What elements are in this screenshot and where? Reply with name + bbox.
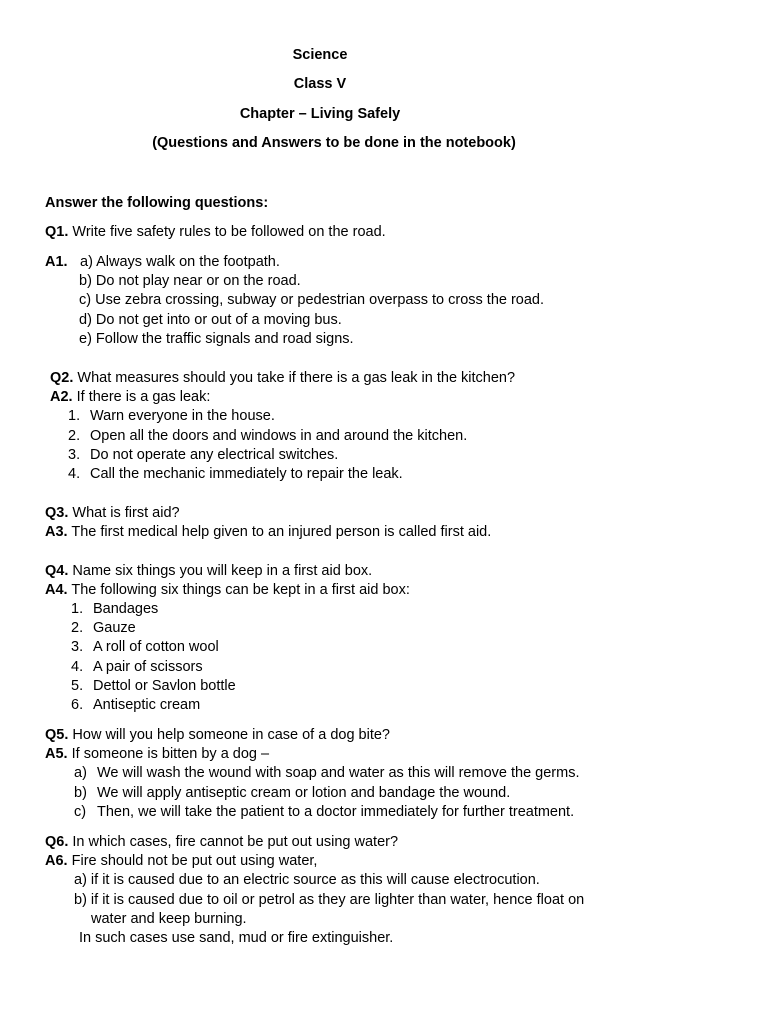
- question-text: What measures should you take if there is a gas leak in the kitchen?: [77, 370, 516, 386]
- answer-1-item: a) Always walk on the footpath.: [80, 254, 280, 270]
- list-item: Do not operate any electrical switches.: [90, 447, 339, 463]
- answer-label: A3.: [45, 524, 68, 540]
- class-heading: Class V: [293, 76, 347, 92]
- answer-label: A5.: [45, 746, 68, 762]
- question-2: [50, 369, 515, 388]
- list-item: Open all the doors and windows in and around the kitchen.: [90, 428, 468, 444]
- question-label: Q3.: [45, 505, 69, 521]
- list-item: Warn everyone in the house.: [90, 408, 275, 424]
- list-marker: 5.: [71, 678, 84, 694]
- list-item: Bandages: [93, 601, 159, 617]
- list-item: A pair of scissors: [93, 659, 203, 675]
- list-marker: b): [74, 785, 87, 801]
- list-item: Antiseptic cream: [93, 697, 201, 713]
- notebook-note: (Questions and Answers to be done in the notebook): [152, 135, 516, 151]
- answer-6: [45, 852, 317, 871]
- question-6: [45, 833, 398, 852]
- answer-1-item: c) Use zebra crossing, subway or pedestrian overpass to cross the road.: [79, 292, 545, 308]
- answer-text: The following six things can be kept in a first aid box:: [71, 582, 410, 598]
- list-marker: 2.: [68, 428, 81, 444]
- list-item: Then, we will take the patient to a doctor immediately for further treatment.: [97, 804, 575, 820]
- question-label: Q5.: [45, 727, 69, 743]
- list-marker: a): [74, 765, 87, 781]
- answer-1-item: b) Do not play near or on the road.: [79, 273, 301, 289]
- question-1: [45, 223, 386, 242]
- question-label: Q2.: [50, 370, 74, 386]
- question-text: Write five safety rules to be followed on the road.: [72, 224, 386, 240]
- answer-6-item-b-continued: water and keep burning.: [91, 911, 247, 927]
- list-marker: 6.: [71, 697, 84, 713]
- list-item: Gauze: [93, 620, 136, 636]
- subject-heading: Science: [292, 47, 348, 63]
- answer-6-item-a: a) if it is caused due to an electric source as this will cause electrocution.: [74, 872, 540, 888]
- question-text: What is first aid?: [72, 505, 180, 521]
- answer-6-item-b: b) if it is caused due to oil or petrol as they are lighter than water, hence float on: [74, 892, 585, 908]
- answer-label: A4.: [45, 582, 68, 598]
- question-text: Name six things you will keep in a first aid box.: [72, 563, 373, 579]
- list-marker: 2.: [71, 620, 84, 636]
- instruction-heading: Answer the following questions:: [45, 195, 269, 211]
- list-item: We will apply antiseptic cream or lotion and bandage the wound.: [97, 785, 511, 801]
- question-label: Q6.: [45, 834, 69, 850]
- question-text: In which cases, fire cannot be put out using water?: [72, 834, 399, 850]
- question-5: [45, 726, 390, 745]
- answer-1-label: A1.: [45, 254, 68, 270]
- question-label: Q1.: [45, 224, 69, 240]
- answer-1-item: d) Do not get into or out of a moving bus.: [79, 312, 342, 328]
- list-item: We will wash the wound with soap and water as this will remove the germs.: [97, 765, 580, 781]
- answer-1-item: e) Follow the traffic signals and road signs.: [79, 331, 354, 347]
- answer-label: A6.: [45, 853, 68, 869]
- list-marker: 3.: [71, 639, 84, 655]
- answer-text: Fire should not be put out using water,: [71, 853, 318, 869]
- list-item: A roll of cotton wool: [93, 639, 219, 655]
- chapter-heading: Chapter – Living Safely: [239, 106, 401, 122]
- answer-text: If someone is bitten by a dog –: [71, 746, 270, 762]
- question-3: [45, 504, 180, 523]
- list-item: Dettol or Savlon bottle: [93, 678, 236, 694]
- answer-3: [45, 523, 491, 542]
- list-marker: 3.: [68, 447, 81, 463]
- answer-text: The first medical help given to an injured person is called first aid.: [71, 524, 492, 540]
- answer-4: [45, 581, 410, 600]
- question-4: [45, 562, 372, 581]
- list-item: Call the mechanic immediately to repair the leak.: [90, 466, 403, 482]
- question-label: Q4.: [45, 563, 69, 579]
- list-marker: 1.: [68, 408, 81, 424]
- list-marker: c): [74, 804, 87, 820]
- list-marker: 4.: [68, 466, 81, 482]
- answer-text: If there is a gas leak:: [76, 389, 211, 405]
- list-marker: 4.: [71, 659, 84, 675]
- list-marker: 1.: [71, 601, 84, 617]
- answer-6-closing: In such cases use sand, mud or fire extinguisher.: [79, 930, 394, 946]
- answer-5: [45, 745, 269, 764]
- answer-2: [50, 388, 210, 407]
- question-text: How will you help someone in case of a dog bite?: [72, 727, 390, 743]
- answer-label: A2.: [50, 389, 73, 405]
